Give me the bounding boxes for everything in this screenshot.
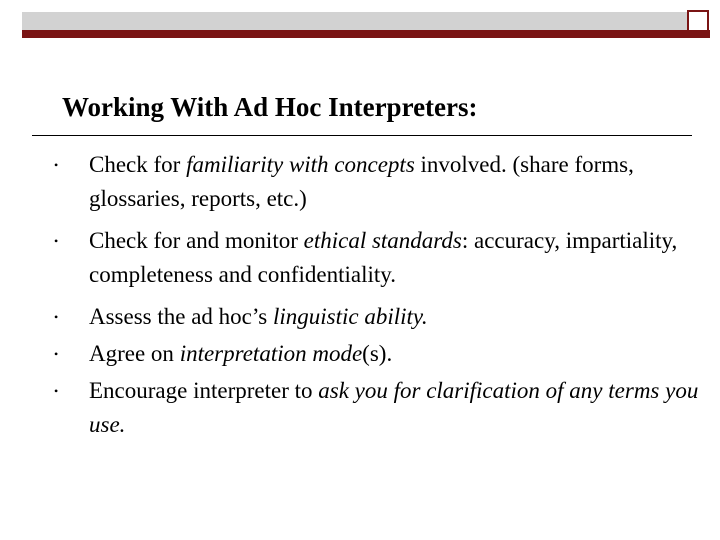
bullet-item-linguistic [54,300,718,334]
header-red-band [22,30,710,38]
bullet-text-italic: interpretation mode [179,341,363,366]
bullet-item-ethics [54,224,718,292]
bullet-item-mode [54,337,718,371]
bullet-dot-icon: • [54,384,59,398]
bullet-text-plain: Assess the ad hoc’s [89,304,273,329]
bullet-text-italic: linguistic ability. [272,304,428,329]
bullet-text-italic: ethical standards [303,228,462,253]
bullet-dot-icon: • [54,158,59,172]
bullet-dot-icon: • [54,347,59,361]
bullet-text-plain: Agree on [89,341,180,366]
bullet-item-familiarity [54,148,718,216]
bullet-item-clarification [54,374,718,442]
bullet-text-plain: involved. (share forms, glossaries, reports, etc.) [89,152,634,211]
bullet-list [54,148,718,450]
bullet-dot-icon: • [54,234,59,248]
bullet-text-plain: : accuracy, impartiality, completeness and confidentiality. [89,228,678,287]
slide-title: Working With Ad Hoc Interpreters: [62,92,478,122]
header-gray-band [22,12,687,30]
bullet-text-plain: (s). [362,341,393,366]
bullet-text-plain: Encourage interpreter to [89,378,319,403]
header-square-icon [687,10,709,32]
bullet-dot-icon: • [54,310,59,324]
bullet-text-plain: Check for [89,152,187,177]
header-decoration-bar [22,10,710,40]
bullet-text-italic: familiarity with concepts [186,152,415,177]
title-divider [32,135,692,136]
bullet-text-italic: ask you for clarification of any terms you use. [89,378,699,437]
bullet-text-plain: Check for and monitor [89,228,304,253]
